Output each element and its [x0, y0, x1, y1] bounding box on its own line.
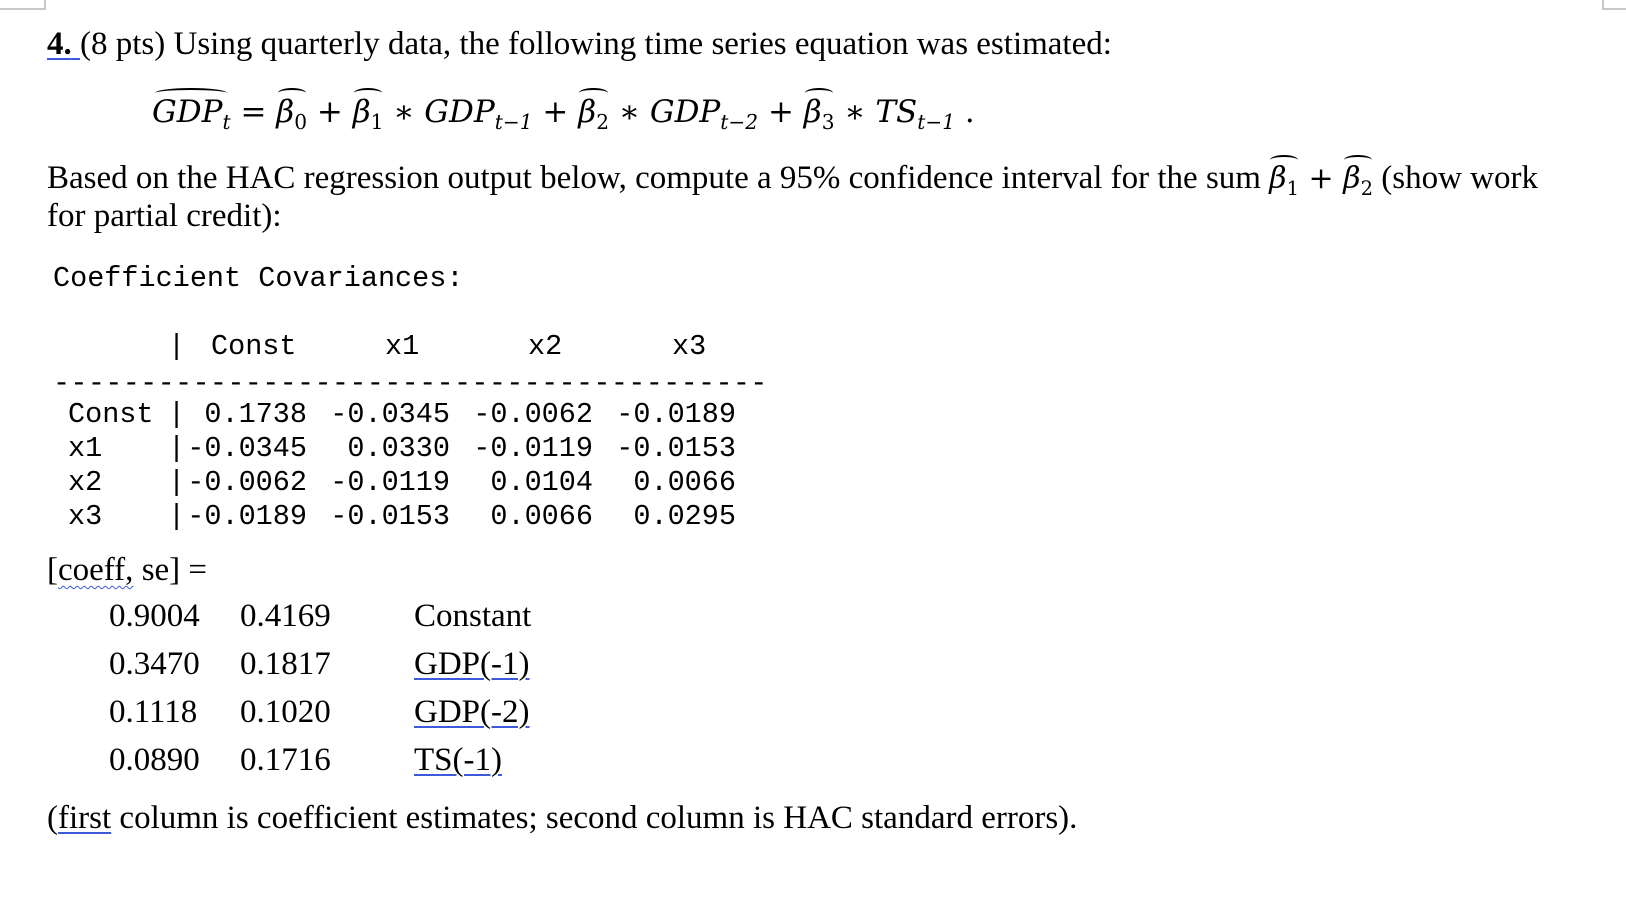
variable-name: GDP(-1)	[414, 646, 530, 682]
sum-b2: β	[1343, 161, 1361, 196]
coef-value: 0.1118	[109, 694, 198, 730]
cell-value: -0.0153	[330, 500, 450, 533]
covariance-header	[0, 330, 800, 363]
cell-value: -0.0119	[473, 432, 593, 465]
eq-b0-sub: 0	[294, 110, 308, 135]
header-bar: |	[168, 330, 186, 363]
eq-b3-sub: 3	[821, 110, 835, 135]
beta1-hat	[353, 94, 384, 134]
eq-b2: β	[578, 94, 597, 130]
eq-times-1: ∗	[393, 94, 415, 130]
eq-times-3: ∗	[844, 94, 866, 130]
coef-value: 0.0890	[109, 742, 200, 778]
cell-value: 0.0295	[633, 500, 736, 533]
eq-lhs: GDP	[152, 94, 223, 130]
eq-times-2: ∗	[618, 94, 640, 130]
row-bar: |	[168, 398, 186, 431]
eq-ts: TS	[875, 94, 918, 130]
row-label: Const	[68, 398, 154, 431]
beta0-hat	[276, 94, 307, 134]
beta-sum	[1269, 161, 1373, 200]
results-label-rest: se] =	[133, 552, 208, 588]
row-bar: |	[168, 466, 186, 499]
cell-value: 0.0104	[490, 466, 593, 499]
results-label	[47, 552, 207, 589]
eq-gdp-2-sub: t−2	[720, 110, 759, 135]
covariance-title: Coefficient Covariances:	[53, 262, 464, 295]
eq-b3: β	[803, 94, 822, 130]
eq-plus-1: +	[316, 94, 343, 130]
eq-ts-sub: t−1	[917, 110, 956, 135]
cell-value: -0.0062	[187, 466, 307, 499]
cell-value: -0.0153	[616, 432, 736, 465]
covariance-divider: -----------------------------------------	[53, 367, 768, 400]
instruction-line-1	[47, 160, 1538, 200]
se-value: 0.1817	[240, 646, 331, 682]
covariance-table	[0, 398, 800, 538]
cell-value: -0.0189	[616, 398, 736, 431]
variable-name: TS(-1)	[414, 742, 502, 778]
cell-value: 0.0066	[490, 500, 593, 533]
row-label: x2	[68, 466, 103, 499]
cell-value: -0.0062	[473, 398, 593, 431]
eq-gdp-2: GDP	[649, 94, 721, 130]
gdp-hat	[152, 94, 231, 134]
header-x2: x2	[528, 330, 563, 363]
se-value: 0.1716	[240, 742, 331, 778]
eq-b2-sub: 2	[596, 110, 610, 135]
cell-value: -0.0345	[330, 398, 450, 431]
question-heading	[47, 26, 1112, 63]
cell-value: -0.0119	[330, 466, 450, 499]
coef-value: 0.9004	[109, 598, 200, 634]
footnote-open: (	[47, 800, 58, 836]
cell-value: 0.0066	[633, 466, 736, 499]
question-number: 4.	[47, 26, 72, 62]
footnote-rest: column is coefficient estimates; second column is HAC standard errors).	[111, 800, 1078, 836]
page-corner-right	[1602, 0, 1626, 10]
beta2-hat	[578, 94, 609, 134]
eq-plus-2: +	[542, 94, 569, 130]
sum-plus: +	[1308, 161, 1334, 196]
eq-b1-sub: 1	[370, 110, 384, 135]
instruction-line-2: for partial credit):	[47, 198, 282, 234]
cell-value: 0.1738	[204, 398, 307, 431]
se-value: 0.4169	[240, 598, 331, 634]
se-value: 0.1020	[240, 694, 331, 730]
header-const: Const	[211, 330, 297, 363]
row-bar: |	[168, 500, 186, 533]
eq-end: .	[964, 94, 975, 130]
coef-value: 0.3470	[109, 646, 200, 682]
header-x1: x1	[385, 330, 420, 363]
beta3-hat	[804, 94, 835, 134]
instruction-show-work: (show work	[1381, 160, 1538, 196]
eq-gdp-1: GDP	[424, 94, 495, 130]
eq-gdp-1-sub: t−1	[494, 110, 533, 135]
sum-b1-sub: 1	[1286, 176, 1299, 200]
eq-lhs-sub: t	[222, 110, 231, 135]
results-label-open: [	[47, 552, 58, 588]
row-label: x3	[68, 500, 103, 533]
footnote-first: first	[58, 800, 112, 836]
instruction-text: Based on the HAC regression output below, compute a 95% confidence interval for the sum	[47, 160, 1261, 196]
eq-b0: β	[276, 94, 295, 130]
eq-equals: =	[240, 94, 267, 130]
sum-beta2-hat	[1343, 161, 1373, 200]
page-corner-left	[0, 0, 46, 10]
sum-b1: β	[1269, 161, 1287, 196]
header-x3: x3	[672, 330, 707, 363]
cell-value: 0.0330	[347, 432, 450, 465]
sum-b2-sub: 2	[1360, 176, 1373, 200]
eq-b1: β	[352, 94, 371, 130]
row-label: x1	[68, 432, 103, 465]
sum-beta1-hat	[1269, 161, 1299, 200]
question-intro: (8 pts) Using quarterly data, the following time series equation was estimated:	[80, 26, 1112, 62]
results-label-word: coeff,	[58, 552, 134, 588]
regression-equation	[152, 94, 975, 134]
variable-name: Constant	[414, 598, 532, 634]
question-underline-gap	[72, 26, 80, 62]
variable-name: GDP(-2)	[414, 694, 530, 730]
row-bar: |	[168, 432, 186, 465]
results-footnote	[47, 800, 1077, 837]
cell-value: -0.0345	[187, 432, 307, 465]
cell-value: -0.0189	[187, 500, 307, 533]
eq-plus-3: +	[767, 94, 794, 130]
results-table	[0, 598, 700, 798]
